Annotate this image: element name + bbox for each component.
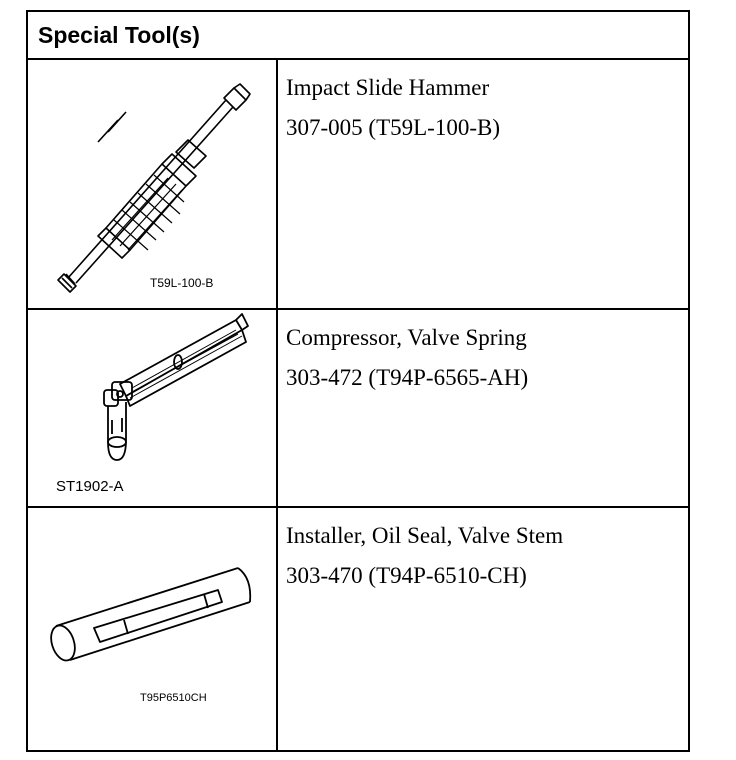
tool-image-cell [28, 508, 278, 752]
tool-row [28, 60, 688, 310]
tool-row [28, 508, 688, 752]
figure-label: ST1902-A [56, 478, 124, 495]
table-header [28, 12, 688, 60]
tool-description [286, 318, 680, 398]
figure-label: T95P6510CH [140, 692, 207, 704]
tool-name: Compressor, Valve Spring [286, 325, 527, 350]
tool-row [28, 310, 688, 508]
valve-spring-compressor-icon [28, 310, 276, 506]
tool-image-cell [28, 310, 278, 506]
tool-number: 303-472 (T94P-6565-AH) [286, 365, 529, 390]
table-title: Special Tool(s) [38, 22, 200, 48]
tool-name: Installer, Oil Seal, Valve Stem [286, 523, 564, 548]
tool-image-cell [28, 60, 278, 308]
figure-label: T59L-100-B [150, 276, 214, 290]
tool-number: 303-470 (T94P-6510-CH) [286, 563, 527, 588]
tool-number: 307-005 (T59L-100-B) [286, 115, 500, 140]
tool-description [286, 516, 680, 596]
oil-seal-installer-icon [28, 508, 276, 750]
tool-name: Impact Slide Hammer [286, 75, 490, 100]
special-tools-table [26, 10, 690, 752]
tool-description [286, 68, 680, 148]
slide-hammer-icon [28, 60, 276, 308]
